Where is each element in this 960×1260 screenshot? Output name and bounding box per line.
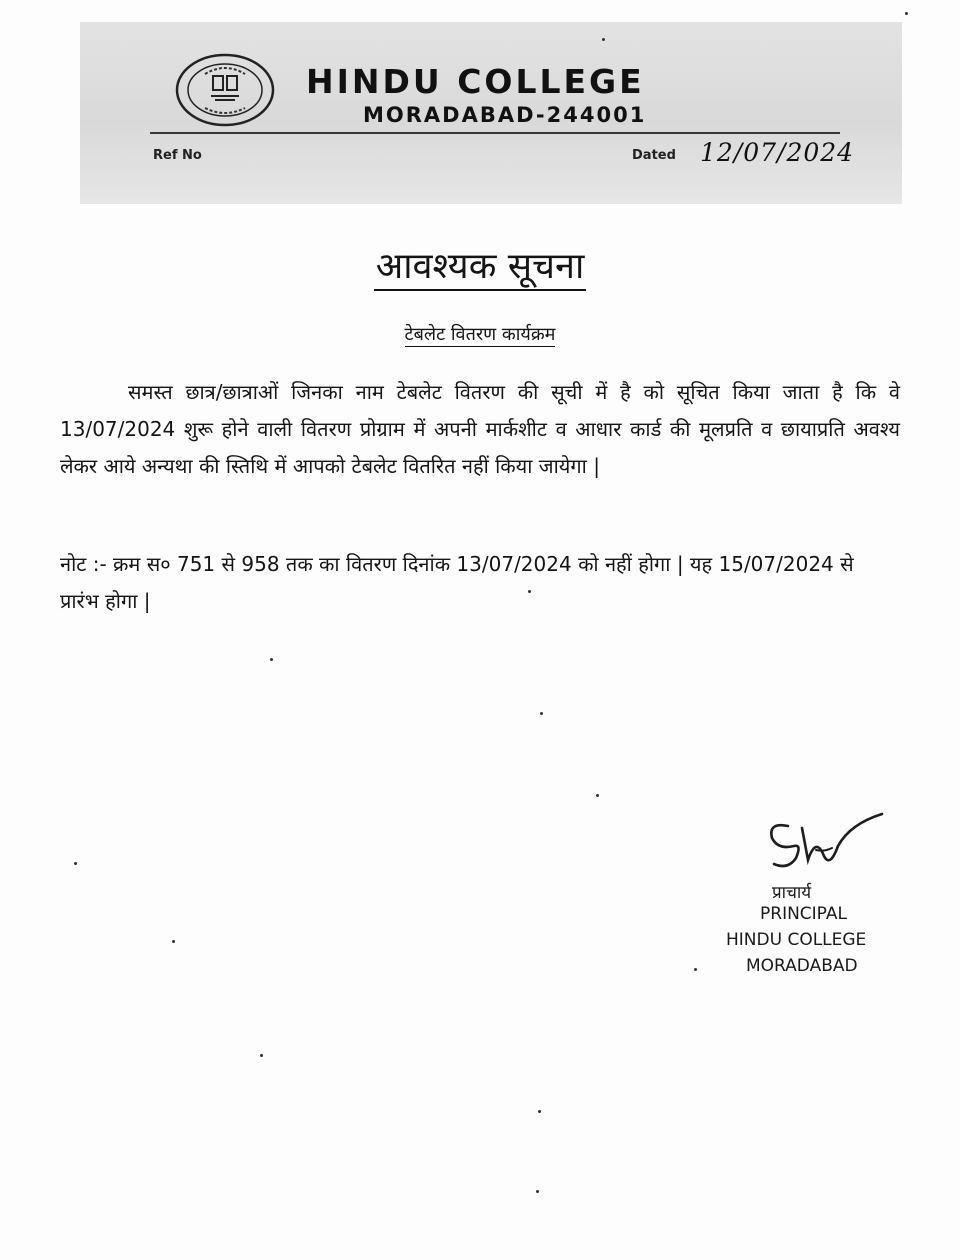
notice-note: नोट :- क्रम स० 751 से 958 तक का वितरण दिनांक 13/07/2024 को नहीं होगा | यह 15/07/2024 से प्रारंभ होगा |	[60, 552, 854, 613]
notice-body: समस्त छात्र/छात्राओं जिनका नाम टेबलेट वितरण की सूची में है को सूचित किया जाता है कि वे 13/07/2024 शुरू होने वाली वितरण प्रोग्राम में अपनी मार्कशीट व आधार कार्ड की मूलप्रति व छायाप्रति अवश्य लेकर आये अन्यथा की स्तिथि में आपको टेबलेट वितरित नहीं किया जायेगा |	[60, 380, 900, 478]
speck	[260, 1054, 263, 1057]
letterhead-rule	[150, 132, 840, 134]
speck	[536, 1190, 539, 1193]
college-city: MORADABAD-244001	[363, 103, 647, 127]
notice-title-wrapper	[0, 240, 960, 289]
notice-subtitle-wrapper	[0, 322, 960, 346]
college-seal-icon	[173, 52, 277, 128]
speck	[74, 862, 77, 865]
speck	[540, 712, 543, 715]
notice-subtitle: टेबलेट वितरण कार्यक्रम	[404, 324, 556, 345]
speck	[602, 38, 605, 41]
speck	[172, 940, 175, 943]
speck	[905, 12, 908, 15]
signatory-city: MORADABAD	[746, 956, 858, 976]
principal-signature	[758, 806, 888, 884]
speck	[694, 968, 697, 971]
notice-title: आवश्यक सूचना	[374, 246, 587, 291]
signatory-title-hindi-line: प्राचार्य	[772, 883, 812, 903]
signatory-institution: HINDU COLLEGE	[726, 930, 867, 950]
speck	[538, 1110, 541, 1113]
signatory-title-english: PRINCIPAL	[760, 904, 847, 924]
handwritten-date: 12/07/2024	[700, 138, 855, 167]
speck	[528, 590, 531, 593]
college-name: HINDU COLLEGE	[306, 62, 645, 101]
speck	[270, 658, 273, 661]
ref-no-label: Ref No	[153, 148, 202, 163]
dated-label: Dated	[632, 148, 676, 163]
speck	[596, 794, 599, 797]
